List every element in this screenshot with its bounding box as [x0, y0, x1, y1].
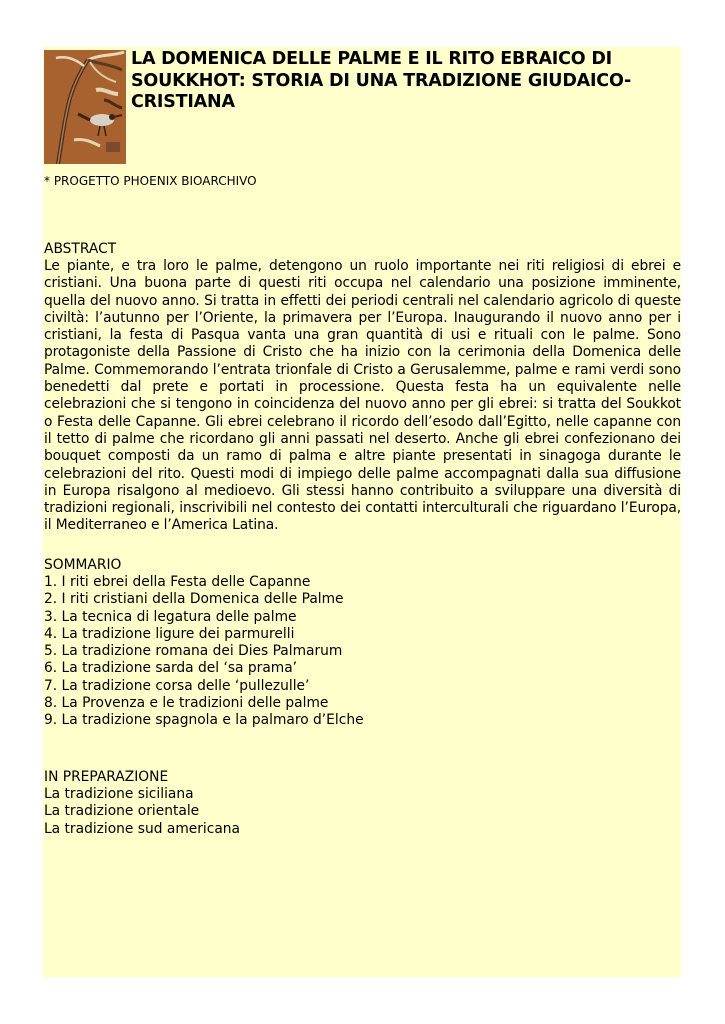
- sommario-heading: SOMMARIO: [44, 557, 122, 573]
- abstract-text: Le piante, e tra loro le palme, detengono un ruolo importante nei riti religiosi di ebrei e cristiani. Una buona parte di questi riti occupa nel calendario una posizione imminente, quella del nuovo anno. Si tratta in effetti dei periodi centrali nel calendario agricolo di queste civiltà: l’autunno per l’Oriente, la primavera per l’Europa. Inaugurando il nuovo anno per i cristiani, la festa di Pasqua vanta una gran quantità di usi e rituali con le palme. Sono protagoniste della Passione di Cristo che ha inizio con la cerimonia della Domenica delle Palme. Commemorando l’entrata trionfale di Cristo a Gerusalemme, palme e rami verdi sono benedetti dal prete e portati in processione. Questa festa ha un equivalente nelle celebrazioni che si tengono in coincidenza del nuovo anno per gli ebrei: si tratta del Soukkot o Festa delle Capanne. Gli ebrei celebrano il ricordo dell’esodo dall’Egitto, nelle capanne con il tetto di palme che ricordano gli anni passati nel deserto. Anche gli ebrei confezionano dei bouquet composti da un ramo di palma e altre piante presentati in sinagoga durante le celebrazioni del rito. Questi modi di impiego delle palme accompagnati dalla sua diffusione in Europa risalgono al medioevo. Gli stessi hanno contribuito a sviluppare una diversità di tradizioni regionali, inscrivibili nel contesto dei contatti interculturali che riguardano l’Europa, il Mediterraneo e l’America Latina.: [44, 258, 681, 534]
- in-preparazione-heading: IN PREPARAZIONE: [44, 769, 169, 785]
- sommario-item: 2. I riti cristiani della Domenica delle Palme: [44, 591, 344, 608]
- sommario-item: 6. La tradizione sarda del ‘sa prama’: [44, 660, 298, 677]
- sommario-item: 1. I riti ebrei della Festa delle Capanne: [44, 574, 311, 590]
- in-preparazione-item: La tradizione siciliana: [44, 786, 194, 802]
- in-preparazione-item: La tradizione orientale: [44, 803, 200, 820]
- sommario-item: 8. La Provenza e le tradizioni delle palme: [44, 695, 329, 712]
- in-preparazione-list: [44, 786, 681, 838]
- palm-fresco-image: [44, 50, 126, 164]
- in-preparazione-item: La tradizione sud americana: [44, 820, 240, 837]
- abstract-heading: ABSTRACT: [44, 241, 117, 257]
- document-title: LA DOMENICA DELLE PALME E IL RITO EBRAICO DI SOUKKHOT: STORIA DI UNA TRADIZIONE GIUDAICO-CRISTIANA: [131, 49, 632, 112]
- sommario-list: [44, 574, 681, 730]
- sommario-item: 9. La tradizione spagnola e la palmaro d’Elche: [44, 712, 364, 729]
- sommario-item: 5. La tradizione romana dei Dies Palmarum: [44, 643, 343, 660]
- sommario-item: 3. La tecnica di legatura delle palme: [44, 608, 297, 625]
- sommario-item: 4. La tradizione ligure dei parmurelli: [44, 625, 295, 642]
- sommario-item: 7. La tradizione corsa delle ‘pullezulle’: [44, 677, 310, 694]
- project-label: * PROGETTO PHOENIX BIOARCHIVO: [44, 174, 257, 188]
